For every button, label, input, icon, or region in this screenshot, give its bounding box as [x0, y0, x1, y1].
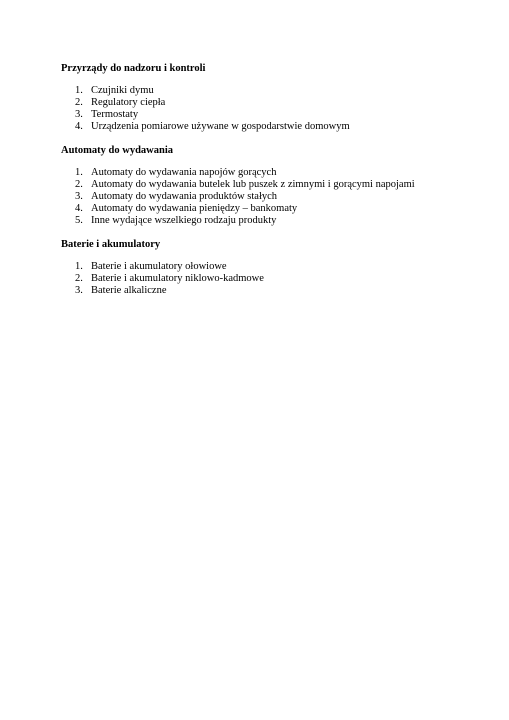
item-text: Automaty do wydawania butelek lub puszek z zimnymi i gorącymi napojami	[91, 179, 415, 190]
item-list	[61, 261, 481, 297]
item-text: Inne wydające wszelkiego rodzaju produkty	[91, 215, 277, 226]
list-item	[61, 97, 481, 109]
list-item	[61, 109, 481, 121]
item-number: 3.	[75, 285, 83, 296]
section-batteries	[61, 238, 481, 297]
item-number: 4.	[75, 203, 83, 214]
item-text: Termostaty	[91, 109, 139, 120]
list-item	[61, 203, 481, 215]
item-number: 2.	[75, 273, 83, 284]
list-item	[61, 215, 481, 227]
section-title: Baterie i akumulatory	[61, 239, 161, 250]
item-number: 1.	[75, 261, 83, 272]
item-text: Regulatory ciepła	[91, 97, 166, 108]
item-text: Baterie i akumulatory niklowo-kadmowe	[91, 273, 264, 284]
section-vending-machines	[61, 144, 481, 227]
list-item	[61, 261, 481, 273]
list-item	[61, 167, 481, 179]
item-text: Baterie alkaliczne	[91, 285, 167, 296]
document-content	[61, 62, 481, 308]
item-number: 3.	[75, 109, 83, 120]
section-title: Przyrządy do nadzoru i kontroli	[61, 63, 206, 74]
section-monitoring-instruments	[61, 62, 481, 133]
item-text: Baterie i akumulatory ołowiowe	[91, 261, 227, 272]
list-item	[61, 273, 481, 285]
item-number: 3.	[75, 191, 83, 202]
item-number: 2.	[75, 179, 83, 190]
item-number: 1.	[75, 85, 83, 96]
item-text: Czujniki dymu	[91, 85, 154, 96]
list-item	[61, 121, 481, 133]
list-item	[61, 179, 481, 191]
item-list	[61, 167, 481, 227]
section-title: Automaty do wydawania	[61, 145, 174, 156]
item-text: Automaty do wydawania produktów stałych	[91, 191, 278, 202]
item-text: Urządzenia pomiarowe używane w gospodarstwie domowym	[91, 121, 350, 132]
list-item	[61, 285, 481, 297]
item-number: 5.	[75, 215, 83, 226]
item-text: Automaty do wydawania pieniędzy – bankomaty	[91, 203, 298, 214]
list-item	[61, 191, 481, 203]
item-number: 1.	[75, 167, 83, 178]
item-text: Automaty do wydawania napojów gorących	[91, 167, 277, 178]
list-item	[61, 85, 481, 97]
item-number: 2.	[75, 97, 83, 108]
item-list	[61, 85, 481, 133]
item-number: 4.	[75, 121, 83, 132]
